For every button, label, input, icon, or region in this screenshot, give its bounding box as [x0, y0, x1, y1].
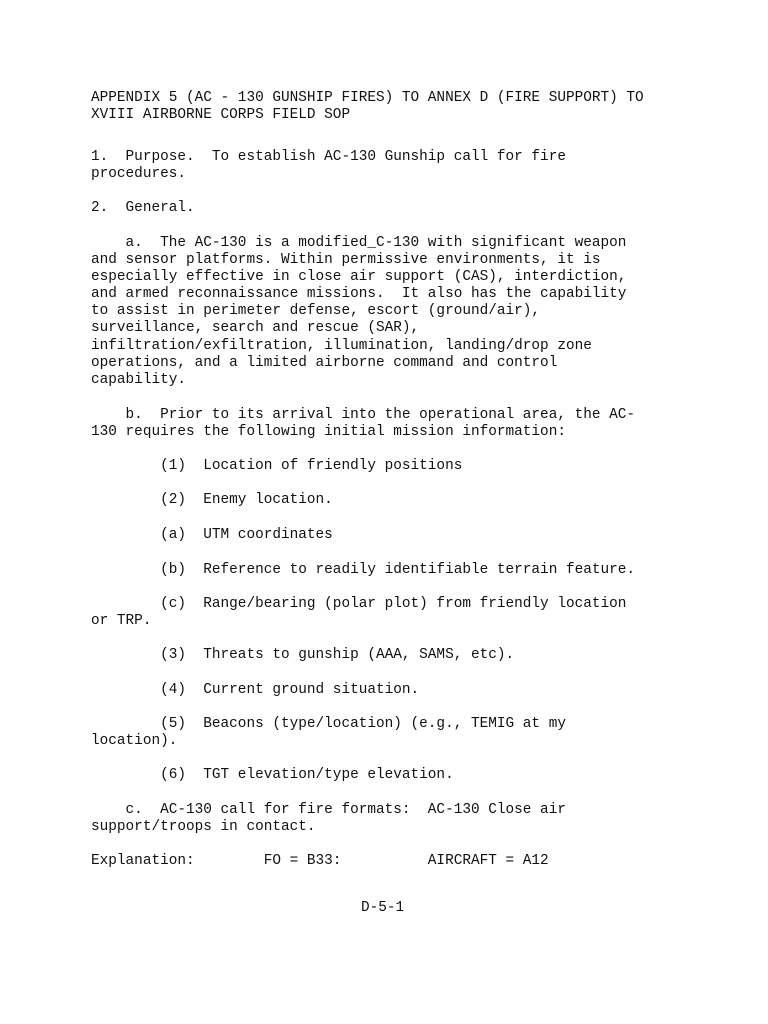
item-b: (b) Reference to readily identifiable terrain feature.: [91, 562, 636, 578]
para-a-line-2: and sensor platforms. Within permissive environments, it is: [91, 252, 601, 268]
explanation-line: Explanation: FO = B33: AIRCRAFT = A12: [91, 853, 549, 869]
item-5-line-1: (5) Beacons (type/location) (e.g., TEMIG at my: [91, 716, 566, 732]
item-6: (6) TGT elevation/type elevation.: [91, 767, 454, 783]
para-c-line-2: support/troops in contact.: [91, 819, 316, 835]
item-c-line-1: (c) Range/bearing (polar plot) from friendly location: [91, 596, 627, 612]
para-a-line-8: operations, and a limited airborne command and control: [91, 355, 558, 371]
item-4: (4) Current ground situation.: [91, 682, 420, 698]
para-a-line-1: a. The AC-130 is a modified_C-130 with significant weapon: [91, 235, 627, 251]
general-heading: 2. General.: [91, 200, 195, 216]
item-1: (1) Location of friendly positions: [91, 458, 463, 474]
para-b-line-1: b. Prior to its arrival into the operational area, the AC-: [91, 407, 636, 423]
page-number: D-5-1: [361, 900, 405, 917]
para-c-line-1: c. AC-130 call for fire formats: AC-130 Close air: [91, 802, 566, 818]
item-5-line-2: location).: [91, 733, 178, 749]
purpose-line-1: 1. Purpose. To establish AC-130 Gunship call for fire: [91, 149, 566, 165]
appendix-title-line-1: APPENDIX 5 (AC - 130 GUNSHIP FIRES) TO ANNEX D (FIRE SUPPORT) TO: [91, 90, 644, 106]
appendix-title-line-2: XVIII AIRBORNE CORPS FIELD SOP: [91, 107, 351, 123]
para-a-line-6: surveillance, search and rescue (SAR),: [91, 320, 420, 336]
item-2: (2) Enemy location.: [91, 492, 333, 508]
para-b-line-2: 130 requires the following initial mission information:: [91, 424, 566, 440]
para-a-line-9: capability.: [91, 372, 186, 388]
para-a-line-5: to assist in perimeter defense, escort (ground/air),: [91, 303, 541, 319]
item-a: (a) UTM coordinates: [91, 527, 333, 543]
purpose-line-2: procedures.: [91, 166, 186, 182]
para-a-line-7: infiltration/exfiltration, illumination, landing/drop zone: [91, 338, 592, 354]
item-c-line-2: or TRP.: [91, 613, 152, 629]
para-a-line-3: especially effective in close air support (CAS), interdiction,: [91, 269, 627, 285]
para-a-line-4: and armed reconnaissance missions. It also has the capability: [91, 286, 627, 302]
item-3: (3) Threats to gunship (AAA, SAMS, etc).: [91, 647, 515, 663]
